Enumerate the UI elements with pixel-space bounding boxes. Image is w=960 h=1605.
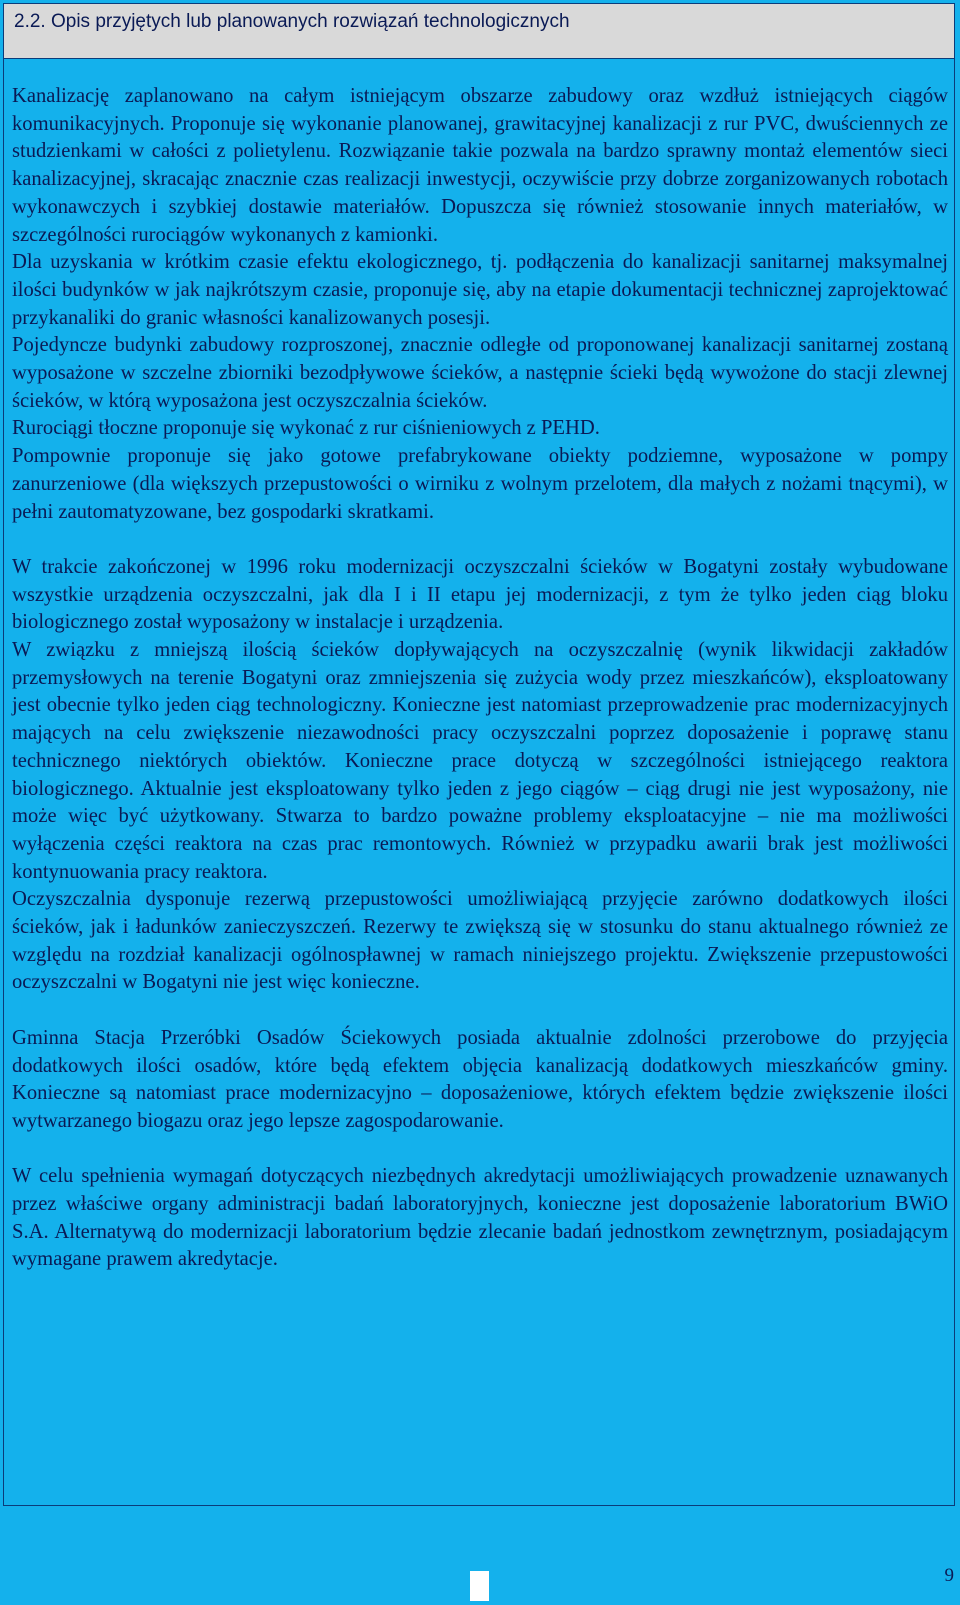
page-marker [470, 1571, 489, 1601]
page-number: 9 [944, 1565, 954, 1586]
paragraph-capacity-reserve: Oczyszczalnia dysponuje rezerwą przepustowości umożliwiającą przyjęcie zarówno dodatkowych ilości ścieków, jak i ładunków zanieczyszczeń. Rezerwy te zwiększą się w stosunku do stanu aktualnego również ze względu na rozdział kanalizacji ogólnospławnej w ramach niniejszego projektu. Zwiększenie przepustowości oczyszczalni w Bogatyni nie jest więc konieczne. [12, 888, 948, 994]
paragraph-dispersed-buildings: Pojedyncze budynki zabudowy rozproszonej, znacznie odległe od proponowanej kanalizacji sanitarnej zostaną wyposażone w szczelne zbiorniki bezodpływowe ścieków, a następnie ścieki będą wywożone do stacji zlewnej ścieków, w którą wyposażona jest oczyszczalnia ścieków. [12, 334, 948, 412]
section-header [3, 3, 955, 59]
paragraph-sewerage-plan: Kanalizację zaplanowano na całym istniejącym obszarze zabudowy oraz wzdłuż istniejących ciągów komunikacyjnych. Proponuje się wykonanie planowanej, grawitacyjnej kanalizacji z rur PVC, dwuściennych ze studzienkami w całości z polietylenu. Rozwiązanie takie pozwala na bardzo sprawny montaż elementów sieci kanalizacyjnej, skracając znacznie czas realizacji inwestycji, oczywiście przy dobrze zorganizowanych robotach wykonawczych i szybkiej dostawie materiałów. Dopuszcza się również stosowanie innych materiałów, w szczególności rurociągów wykonanych z kamionki. [12, 85, 948, 246]
paragraph-laboratory: W celu spełnienia wymagań dotyczących niezbędnych akredytacji umożliwiających prowadzenie uznawanych przez właściwe organy administracji badań laboratoryjnych, konieczne jest doposażenie laboratorium BWiO S.A. Alternatywą do modernizacji laboratorium będzie zlecanie badań jednostkom zewnętrznym, posiadającym wymagane prawem akredytacje. [12, 1165, 948, 1271]
paragraph-sludge-station: Gminna Stacja Przeróbki Osadów Ściekowych posiada aktualnie zdolności przerobowe do przyjęcia dodatkowych ilości osadów, które będą efektem objęcia kanalizacją dodatkowych mieszkańców gminy. Konieczne są natomiast prace modernizacyjno – doposażeniowe, których efektem będzie zwiększenie ilości wytwarzanego biogazu oraz jego lepsze zagospodarowanie. [12, 1026, 948, 1132]
paragraph-reactor-works: W związku z mniejszą ilością ścieków dopływających na oczyszczalnię (wynik likwidacji zakładów przemysłowych na terenie Bogatyni oraz zmniejszenia się zużycia wody przez mieszkańców), eksploatowany jest obecnie tylko jeden ciąg technologiczny. Konieczne jest natomiast przeprowadzenie prac modernizacyjnych mających na celu zwiększenie niezawodności pracy oczyszczalni poprzez doposażenie i poprawę stanu technicznego niektórych obiektów. Konieczne prace dotyczą w szczególności istniejącego reaktora biologicznego. Aktualnie jest eksploatowany tylko jeden z jego ciągów – ciąg drugi nie jest wyposażony, nie może więc być użytkowany. Stwarza to bardzo poważne problemy eksploatacyjne – nie ma możliwości wyłączenia części reaktora na czas prac remontowych. Również w przypadku awarii brak jest możliwości kontynuowania pracy reaktora. [12, 639, 948, 883]
paragraph-pressure-pipelines: Rurociągi tłoczne proponuje się wykonać z rur ciśnieniowych z PEHD. [12, 417, 600, 440]
paragraph-pumping-stations: Pompownie proponuje się jako gotowe prefabrykowane obiekty podziemne, wyposażone w pompy zanurzeniowe (dla większych przepustowości o wirniku z wolnym przelotem, dla małych z nożami tnącymi), w pełni zautomatyzowane, bez gospodarki skratkami. [12, 445, 948, 523]
paragraph-modernization-1996: W trakcie zakończonej w 1996 roku modernizacji oczyszczalni ścieków w Bogatyni zostały wybudowane wszystkie urządzenia oczyszczalni, jak dla I i II etapu jej modernizacji, z tym że tylko jeden ciąg bloku biologicznego został wyposażony w instalacje i urządzenia. [12, 555, 948, 634]
section-title: 2.2. Opis przyjętych lub planowanych rozwiązań technologicznych [14, 11, 570, 32]
paragraph-ecological-effect: Dla uzyskania w krótkim czasie efektu ekologicznego, tj. podłączenia do kanalizacji sanitarnej maksymalnej ilości budynków w jak najkrótszym czasie, proponuje się, aby na etapie dokumentacji technicznej zaprojektować przykanaliki do granic własności kanalizowanych posesji. [12, 251, 948, 329]
body-text [12, 83, 948, 1274]
